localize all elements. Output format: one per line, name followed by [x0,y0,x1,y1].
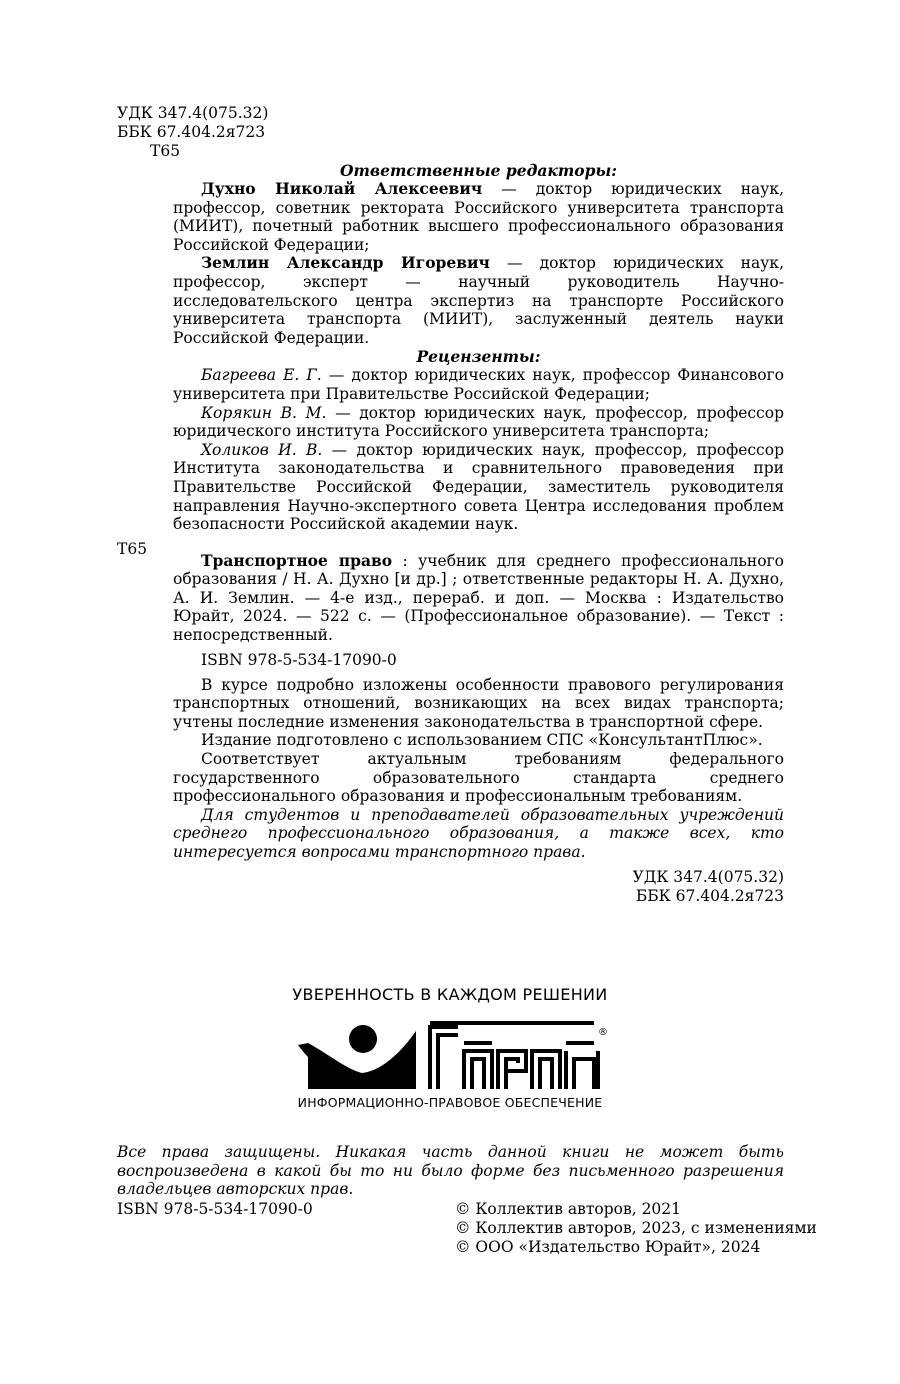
main-text-column [173,161,784,906]
copyright-line: © Коллектив авторов, 2023, с изменениями [455,1219,817,1237]
reviewer-name: Багреева Е. Г. [201,366,322,385]
registered-mark: ® [598,1027,608,1038]
reviewer-entry [173,441,784,534]
logo-slogan: УВЕРЕННОСТЬ В КАЖДОМ РЕШЕНИИ [292,985,608,1004]
editor-entry [173,180,784,254]
annotation-paragraph: В курсе подробно изложены особенности правового регулирования транспортных отношений, возникающих на всех видах транспорта; учтены последние изменения законодательства в транспортной сфере. [173,675,784,731]
reviewer-entry [173,366,784,403]
editor-description: — доктор юридических наук, профессор, эксперт — научный руководитель Научно-исследовательского центра экспертиз на транспорте Российского университета транспорта (МИИТ), заслуженный деятель науки Российской Федерации. [173,254,784,347]
logo-subtitle: ИНФОРМАЦИОННО-ПРАВОВОЕ ОБЕСПЕЧЕНИЕ [297,1095,603,1110]
garant-logo-block [290,985,610,1115]
catalog-description: : учебник для среднего профессионального образования / Н. А. Духно [и др.] ; ответственные редакторы Н. А. Духно, А. И. Землин. — 4-е изд., перераб. и доп. — Москва : Издательство Юрайт, 2024. — 522 с. — (Профессиональное образование). — Текст : непосредственный. [173,551,784,645]
author-mark-top: Т65 [150,142,181,160]
udk-code-top: УДК 347.4(075.32) [117,104,269,122]
reviewer-description: — доктор юридических наук, профессор Финансового университета при Правительстве Российской Федерации; [173,366,785,403]
udk-code-bottom: УДК 347.4(075.32) [632,867,784,886]
reviewers-heading: Рецензенты: [416,347,541,367]
book-title: Транспортное право [201,550,393,570]
editors-heading: Ответственные редакторы: [340,161,617,180]
reviewer-name: Корякин В. М. [201,403,327,422]
annotation-audience: Для студентов и преподавателей образовательных учреждений среднего профессионального образования, а также всех, кто интересуется вопросами транспортного права. [173,805,784,861]
logo-ball-icon [349,1025,377,1053]
garant-logo-image [298,1021,608,1093]
catalog-isbn: ISBN 978-5-534-17090-0 [201,650,397,669]
footer-isbn: ISBN 978-5-534-17090-0 [117,1200,313,1218]
reviewer-entry [173,404,784,441]
logo-brand-letters [430,1023,598,1089]
editor-name: Землин Александр Игоревич [201,253,490,273]
copyright-line: © ООО «Издательство Юрайт», 2024 [455,1238,761,1256]
editor-description: — доктор юридических наук, профессор, советник ректората Российского университета транспорта (МИИТ), почетный работник высшего профессионального образования Российской Федерации; [173,180,784,254]
catalog-author-mark: Т65 [117,540,148,558]
annotation-paragraph: Соответствует актуальным требованиям федерального государственного образовательного стандарта среднего профессионального образования и профессиональным требованиям. [173,750,784,806]
copyright-line: © Коллектив авторов, 2021 [455,1200,682,1218]
bbk-code-top: ББК 67.404.2я723 [117,123,266,141]
rights-notice: Все права защищены. Никакая часть данной книги не может быть воспроизведена в какой бы то ни было форме без письменного разрешения владельцев авторских прав. [117,1143,784,1199]
editor-entry [173,254,784,347]
copyright-list [455,1200,817,1257]
annotation-paragraph: Издание подготовлено с использованием СПС «КонсультантПлюс». [201,731,763,750]
editor-name: Духно Николай Алексеевич [201,179,483,198]
bbk-code-bottom: ББК 67.404.2я723 [635,886,784,905]
reviewer-description: — доктор юридических наук, профессор, профессор Института законодательства и сравнительного правоведения при Правительстве Российской Федерации, заместитель руководителя направления Научно-экспертного совета Центра исследования проблем безопасности Российской академии наук. [173,440,784,534]
catalog-entry [173,552,784,645]
reviewer-name: Холиков И. В. [201,440,323,459]
reviewer-description: — доктор юридических наук, профессор, профессор юридического института Российского университета транспорта; [173,403,784,441]
